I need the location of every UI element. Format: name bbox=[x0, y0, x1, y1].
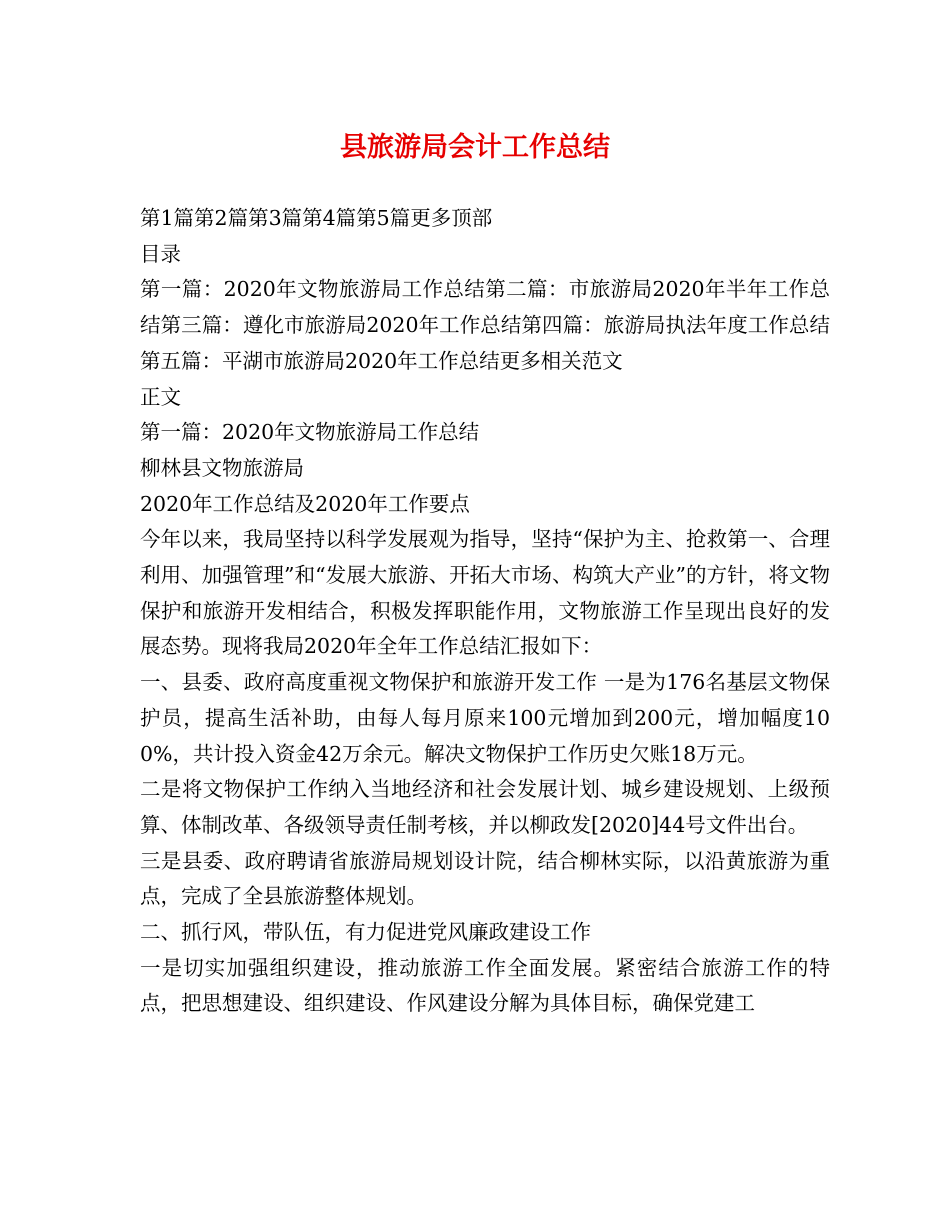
section-links: 第1篇第2篇第3篇第4篇第5篇更多顶部 bbox=[140, 206, 493, 230]
section-two-heading: 二、抓行风，带队伍，有力促进党风廉政建设工作 bbox=[140, 920, 591, 945]
document-body bbox=[140, 201, 830, 1022]
organization-name: 柳林县文物旅游局 bbox=[140, 455, 304, 480]
toc-heading: 目录 bbox=[140, 241, 181, 266]
document-title: 县旅游局会计工作总结 bbox=[340, 132, 610, 163]
section-one-item-two: 二是将文物保护工作纳入当地经济和社会发展计划、城乡建设规划、上级预算、体制改革、各级领导责任制考核，并以柳政发[2020]44号文件出台。 bbox=[140, 777, 830, 837]
article-heading: 第一篇：2020年文物旅游局工作总结 bbox=[140, 420, 480, 445]
section-one-paragraph: 一、县委、政府高度重视文物保护和旅游开发工作 一是为176名基层文物保护员，提高生活补助，由每人每月原来100元增加到200元，增加幅度100%，共计投入资金42万余元。解决文物保护工作历史欠账18万元。 bbox=[140, 670, 830, 766]
toc-list: 第一篇：2020年文物旅游局工作总结第二篇：市旅游局2020年半年工作总结第三篇：遵化市旅游局2020年工作总结第四篇：旅游局执法年度工作总结第五篇：平湖市旅游局2020年工作总结更多相关范文 bbox=[140, 277, 830, 373]
section-two-item-one: 一是切实加强组织建设，推动旅游工作全面发展。紧密结合旅游工作的特点，把思想建设、组织建设、作风建设分解为具体目标，确保党建工 bbox=[140, 955, 830, 1016]
report-subtitle: 2020年工作总结及2020年工作要点 bbox=[140, 491, 470, 516]
intro-paragraph: 今年以来，我局坚持以科学发展观为指导，坚持“保护为主、抢救第一、合理利用、加强管理”和“发展大旅游、开拓大市场、构筑大产业”的方针，将文物保护和旅游开发相结合，积极发挥职能作用，文物旅游工作呈现出良好的发展态势。现将我局2020年全年工作总结汇报如下： bbox=[140, 527, 830, 659]
section-one-item-three: 三是县委、政府聘请省旅游局规划设计院，结合柳林实际，以沿黄旅游为重点，完成了全县旅游整体规划。 bbox=[140, 848, 830, 909]
main-text-heading: 正文 bbox=[140, 384, 181, 409]
